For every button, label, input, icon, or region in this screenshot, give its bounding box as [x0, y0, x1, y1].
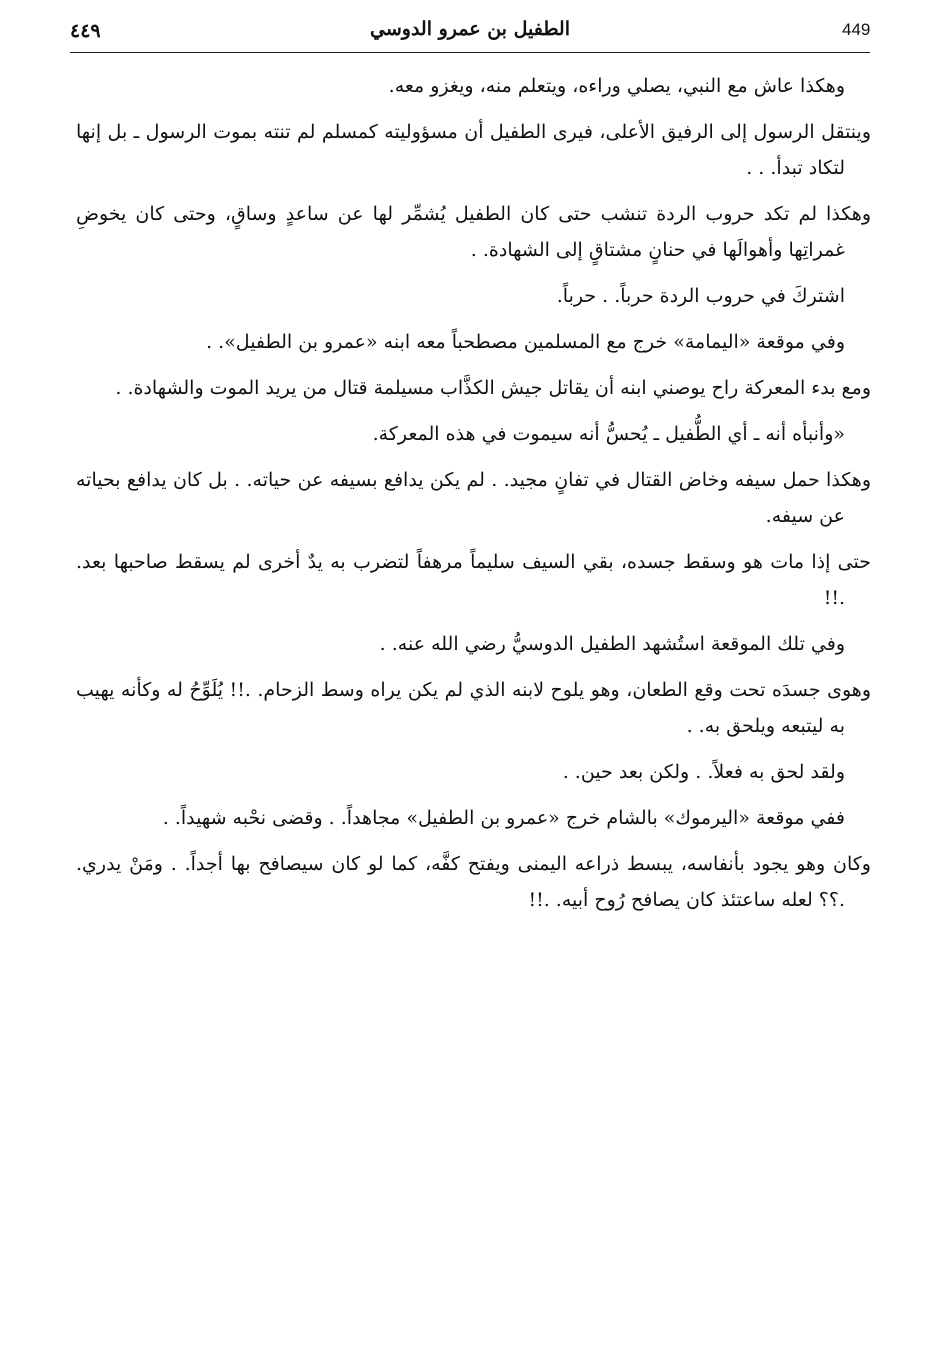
page-header [70, 12, 870, 52]
paragraph: وهوى جسدَه تحت وقع الطعان، وهو يلوح لابنه الذي لم يكن يراه وسط الزحام. .!! يُلَوِّحُ له وكأنه يهيب به ليتبعه ويلحق به. . [76, 679, 871, 737]
page-number-latin: 449 [842, 20, 871, 39]
paragraph: ففي موقعة «اليرموك» بالشام خرج «عمرو بن الطفيل» مجاهداً. . وقضى نحْبه شهيداً. . [162, 807, 845, 829]
text-body [76, 68, 871, 928]
paragraph: وينتقل الرسول إلى الرفيق الأعلى، فيرى الطفيل أن مسؤوليته كمسلم لم تنته بموت الرسول ـ بل إنها لتكاد تبدأ. . . [76, 121, 871, 179]
paragraph: اشتركَ في حروب الردة حرباً. . حرباً. [556, 285, 845, 307]
paragraph: وهكذا حمل سيفه وخاض القتال في تفانٍ مجيد. . لم يكن يدافع بسيفه عن حياته. . بل كان يدافع بحياته عن سيفه. [76, 469, 871, 527]
paragraph: وهكذا عاش مع النبي، يصلي وراءه، ويتعلم منه، ويغزو معه. [388, 75, 845, 97]
paragraph: وهكذا لم تكد حروب الردة تنشب حتى كان الطفيل يُشمِّر لها عن ساعدٍ وساقٍ، وحتى كان يخوضِ غمراتِها وأهوالَها في حنانٍ مشتاقٍ إلى الشهادة. . [76, 203, 871, 261]
running-title: الطفيل بن عمرو الدوسي [370, 18, 570, 40]
paragraph: ومع بدء المعركة راح يوصني ابنه أن يقاتل جيش الكذَّاب مسيلمة قتال من يريد الموت والشهادة. . [115, 377, 871, 399]
paragraph: ولقد لحق به فعلاً. . ولكن بعد حين. . [562, 761, 845, 783]
paragraph: وفي تلك الموقعة استُشهد الطفيل الدوسيُّ رضي الله عنه. . [379, 633, 845, 655]
paragraph: «وأنبأه أنه ـ أي الطُّفيل ـ يُحسُّ أنه سيموت في هذه المعركة. [372, 423, 845, 445]
paragraph: وفي موقعة «اليمامة» خرج مع المسلمين مصطحباً معه ابنه «عمرو بن الطفيل». . [206, 331, 845, 353]
page-number-arabic: ٤٤٩ [70, 20, 101, 42]
paragraph: حتى إذا مات هو وسقط جسده، بقي السيف سليماً مرهفاً لتضرب به يدٌ أخرى لم يسقط صاحبها بعد. .!! [76, 551, 871, 609]
header-rule [70, 52, 870, 53]
paragraph: وكان وهو يجود بأنفاسه، يبسط ذراعه اليمنى ويفتح كفَّه، كما لو كان سيصافح بها أجداً. . ومَنْ يدري. .؟؟ لعله ساعتئذ كان يصافح رُوح أبيه. .!! [76, 853, 871, 911]
